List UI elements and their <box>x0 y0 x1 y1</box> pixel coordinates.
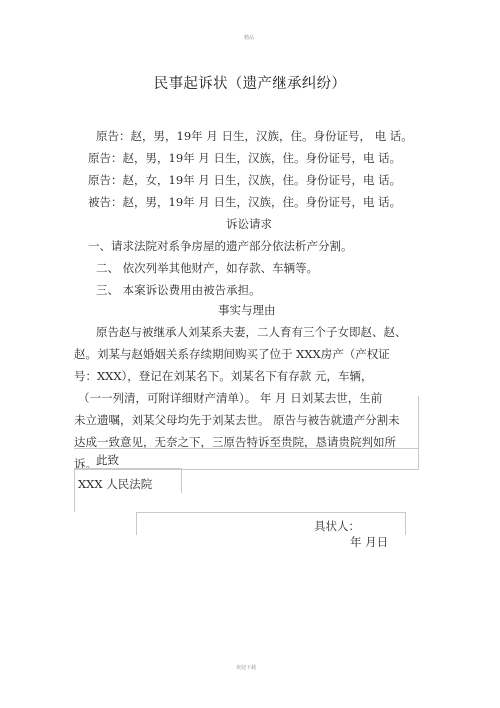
header-mark: 精品 <box>244 35 255 41</box>
scan-border <box>74 468 75 512</box>
footer-mark: 欢迎下载 <box>236 665 257 671</box>
party-line: 原告：赵，女，19年 月 日生，汉族，住。身份证号，电 话。 <box>88 173 402 187</box>
scan-border <box>418 396 419 452</box>
facts-line: 原告赵与被继承人刘某系夫妻，二人育有三个子女即赵、赵、 <box>96 325 407 339</box>
facts-line: 诉。 <box>74 457 97 471</box>
date-line: 年 月日 <box>350 535 389 549</box>
signer-label: 具状人： <box>314 519 360 533</box>
facts-heading: 事实与理由 <box>218 303 276 317</box>
facts-line: 赵。刘某与赵婚姻关系存续期间购买了位于 XXX房产（产权证 <box>74 347 390 361</box>
party-line: 原告：赵，男，19年 月 日生，汉族，住。身份证号， 电 话。 <box>96 129 413 143</box>
court-name: XXX 人民法院 <box>78 477 153 491</box>
party-line: 原告：赵，男，19年 月 日生，汉族，住。身份证号，电 话。 <box>88 151 402 165</box>
facts-line: 未立遗嘱，刘某父母均先于刘某去世。 原告与被告就遗产分割未 <box>74 413 400 427</box>
party-line: 被告：赵，男，19年 月 日生，汉族，住。身份证号，电 话。 <box>88 195 402 209</box>
claims-heading: 诉讼请求 <box>226 217 272 231</box>
document-title: 民事起诉状（遗产继承纠纷） <box>153 76 347 92</box>
scan-border <box>74 448 419 470</box>
claim-item: 二、 依次列举其他财产，如存款、车辆等。 <box>96 261 319 275</box>
facts-line: 号：XXX），登记在刘某名下。刘某名下有存款 元，车辆， <box>74 369 373 383</box>
claim-item: 一、请求法院对系争房屋的遗产部分依法析产分割。 <box>88 239 353 253</box>
facts-line: （一一列清，可附详细财产清单）。 年 月 日刘某去世，生前 <box>78 391 383 405</box>
closing-text: 此致 <box>96 453 119 467</box>
scan-border <box>136 512 406 535</box>
claim-item: 三、 本案诉讼费用由被告承担。 <box>96 283 261 297</box>
facts-line: 达成一致意见，无奈之下，三原告特诉至贵院，恳请贵院判如所 <box>74 435 396 449</box>
